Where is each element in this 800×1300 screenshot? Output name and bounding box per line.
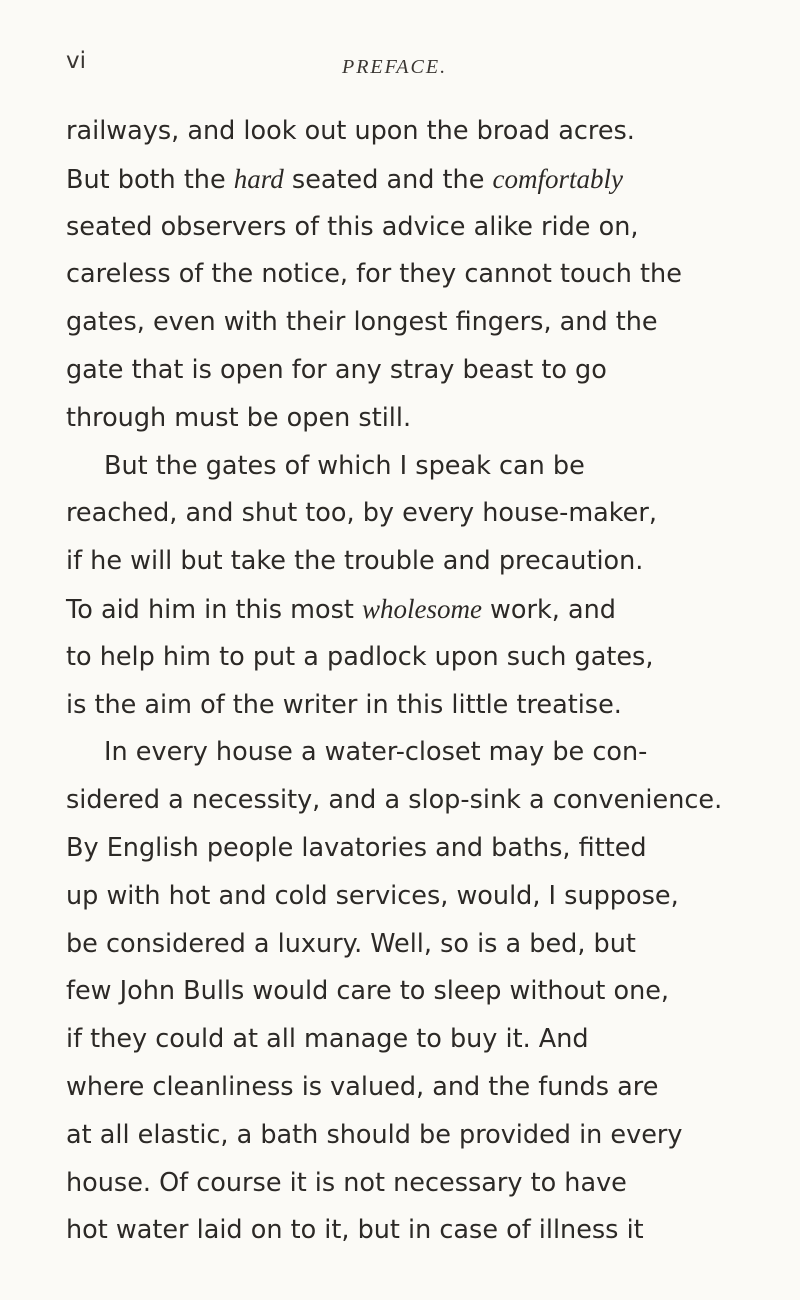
text-line: By English people lavatories and baths, fitted xyxy=(66,832,647,863)
text-line: careless of the notice, for they cannot touch the xyxy=(66,259,682,290)
text-line: gate that is open for any stray beast to go xyxy=(66,354,607,385)
page-number: vi xyxy=(66,48,87,74)
text-line: But the gates of which I speak can be xyxy=(104,450,585,481)
text-line: reached, and shut too, by every house-maker, xyxy=(66,498,657,529)
text-line: through must be open still. xyxy=(66,402,412,433)
body-text xyxy=(66,108,746,1255)
italic-word: hard xyxy=(233,163,284,194)
text-line: railways, and look out upon the broad acres. xyxy=(66,116,635,146)
text-line: gates, even with their longest fingers, and the xyxy=(66,307,658,338)
italic-word: comfortably xyxy=(492,163,624,194)
text-line: up with hot and cold services, would, I suppose, xyxy=(66,880,679,911)
text-line: at all elastic, a bath should be provided in every xyxy=(66,1119,683,1150)
text-line: if he will but take the trouble and precaution. xyxy=(66,546,644,577)
running-title: PREFACE. xyxy=(342,56,448,78)
text-line: house. Of course it is not necessary to have xyxy=(66,1167,627,1198)
text-line: But both the hard seated and the comfortably xyxy=(66,163,624,195)
italic-word: wholesome xyxy=(361,593,482,624)
text-line: sidered a necessity, and a slop-sink a convenience. xyxy=(66,785,723,816)
text-line: to help him to put a padlock upon such gates, xyxy=(66,641,654,672)
running-head xyxy=(0,48,800,88)
text-line: where cleanliness is valued, and the funds are xyxy=(66,1071,659,1102)
text-line: if they could at all manage to buy it. And xyxy=(66,1024,589,1055)
text-line: be considered a luxury. Well, so is a bed, but xyxy=(66,928,636,959)
text-line: few John Bulls would care to sleep without one, xyxy=(66,976,670,1007)
text-line: hot water laid on to it, but in case of illness it xyxy=(66,1215,644,1246)
text-line: seated observers of this advice alike ride on, xyxy=(66,211,639,242)
text-line: In every house a water-closet may be con- xyxy=(104,737,648,768)
text-line: is the aim of the writer in this little treatise. xyxy=(66,689,622,720)
text-line: To aid him in this most wholesome work, and xyxy=(66,593,616,625)
